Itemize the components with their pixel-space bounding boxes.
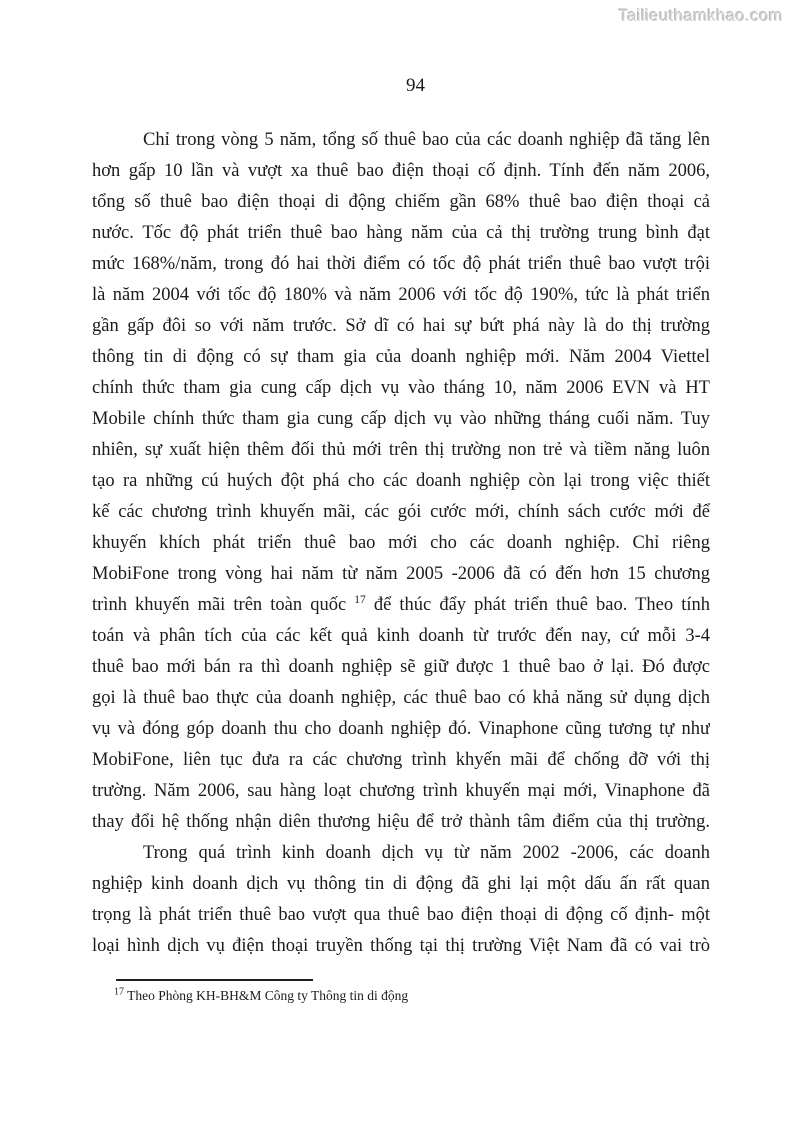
text-line: thay đổi hệ thống nhận diên thương hiệu để trở thành tâm điểm của thị trường. bbox=[92, 812, 710, 832]
footnote-divider bbox=[116, 979, 313, 981]
text-line: tổng số thuê bao điện thoại di động chiếm gần 68% thuê bao điện thoại cả bbox=[92, 192, 710, 212]
text-line: chính thức tham gia cung cấp dịch vụ vào tháng 10, năm 2006 EVN và HT bbox=[92, 378, 710, 398]
text-line: vụ và đóng góp doanh thu cho doanh nghiệp đó. Vinaphone cũng tương tự như bbox=[92, 719, 710, 739]
text-line: trường. Năm 2006, sau hàng loạt chương trình khuyến mại mới, Vinaphone đã bbox=[92, 781, 710, 801]
footnote-reference: 17 bbox=[354, 593, 366, 606]
text-line: Chỉ trong vòng 5 năm, tổng số thuê bao của các doanh nghiệp đã tăng lên bbox=[143, 130, 710, 150]
text-line: toán và phân tích của các kết quả kinh doanh từ trước đến nay, cứ mỗi 3-4 bbox=[92, 626, 710, 646]
text-segment: để thúc đẩy phát triển thuê bao. Theo tính bbox=[365, 595, 710, 615]
text-line: tạo ra những cú huých đột phá cho các doanh nghiệp còn lại trong việc thiết bbox=[92, 471, 710, 491]
text-line: gần gấp đôi so với năm trước. Sở dĩ có hai sự bứt phá này là do thị trường bbox=[92, 316, 710, 336]
text-line: hơn gấp 10 lần và vượt xa thuê bao điện thoại cố định. Tính đến năm 2006, bbox=[92, 161, 710, 181]
text-line: thông tin di động có sự tham gia của doanh nghiệp mới. Năm 2004 Viettel bbox=[92, 347, 710, 367]
text-line: MobiFone trong vòng hai năm từ năm 2005 -2006 đã có đến hơn 15 chương bbox=[92, 564, 710, 584]
text-line: kế các chương trình khuyến mãi, các gói cước mới, chính sách cước mới để bbox=[92, 502, 710, 522]
text-segment: trình khuyến mãi trên toàn quốc bbox=[92, 595, 355, 615]
text-line: nghiệp kinh doanh dịch vụ thông tin di động đã ghi lại một dấu ấn rất quan bbox=[92, 874, 710, 894]
text-line: là năm 2004 với tốc độ 180% và năm 2006 với tốc độ 190%, tức là phát triển bbox=[92, 285, 710, 305]
text-line: mức 168%/năm, trong đó hai thời điểm có tốc độ phát triển thuê bao vượt trội bbox=[92, 254, 710, 274]
text-line: thuê bao mới bán ra thì doanh nghiệp sẽ giữ được 1 thuê bao ở lại. Đó được bbox=[92, 657, 710, 677]
paragraph-1 bbox=[92, 125, 710, 838]
text-line: Trong quá trình kinh doanh dịch vụ từ năm 2002 -2006, các doanh bbox=[143, 843, 710, 863]
text-line: loại hình dịch vụ điện thoại truyền thống tại thị trường Việt Nam đã có vai trò bbox=[92, 936, 710, 956]
body-text bbox=[92, 125, 710, 962]
text-line: trọng là phát triển thuê bao vượt qua thuê bao điện thoại di động cố định- một bbox=[92, 905, 710, 925]
text-line: nhiên, sự xuất hiện thêm đối thủ mới trên thị trường non trẻ và tiềm năng luôn bbox=[92, 440, 710, 460]
text-line: nước. Tốc độ phát triển thuê bao hàng năm của cả thị trường trung bình đạt bbox=[92, 223, 710, 243]
paragraph-2 bbox=[92, 838, 710, 962]
text-line-with-footnote-ref bbox=[92, 590, 710, 621]
text-line: MobiFone, liên tục đưa ra các chương trình khyến mãi để chống đỡ với thị bbox=[92, 750, 710, 770]
footnote bbox=[114, 987, 674, 1005]
page-number: 94 bbox=[406, 75, 425, 96]
text-line: Mobile chính thức tham gia cung cấp dịch vụ vào những tháng cuối năm. Tuy bbox=[92, 409, 710, 429]
footnote-text: Theo Phòng KH-BH&M Công ty Thông tin di động bbox=[124, 988, 409, 1003]
watermark: Tailieuthamkhao.com bbox=[618, 7, 783, 25]
text-line: khuyến khích phát triển thuê bao mới cho các doanh nghiệp. Chỉ riêng bbox=[92, 533, 710, 553]
footnote-marker: 17 bbox=[114, 986, 124, 998]
text-line: gọi là thuê bao thực của doanh nghiệp, các thuê bao có khả năng sử dụng dịch bbox=[92, 688, 710, 708]
